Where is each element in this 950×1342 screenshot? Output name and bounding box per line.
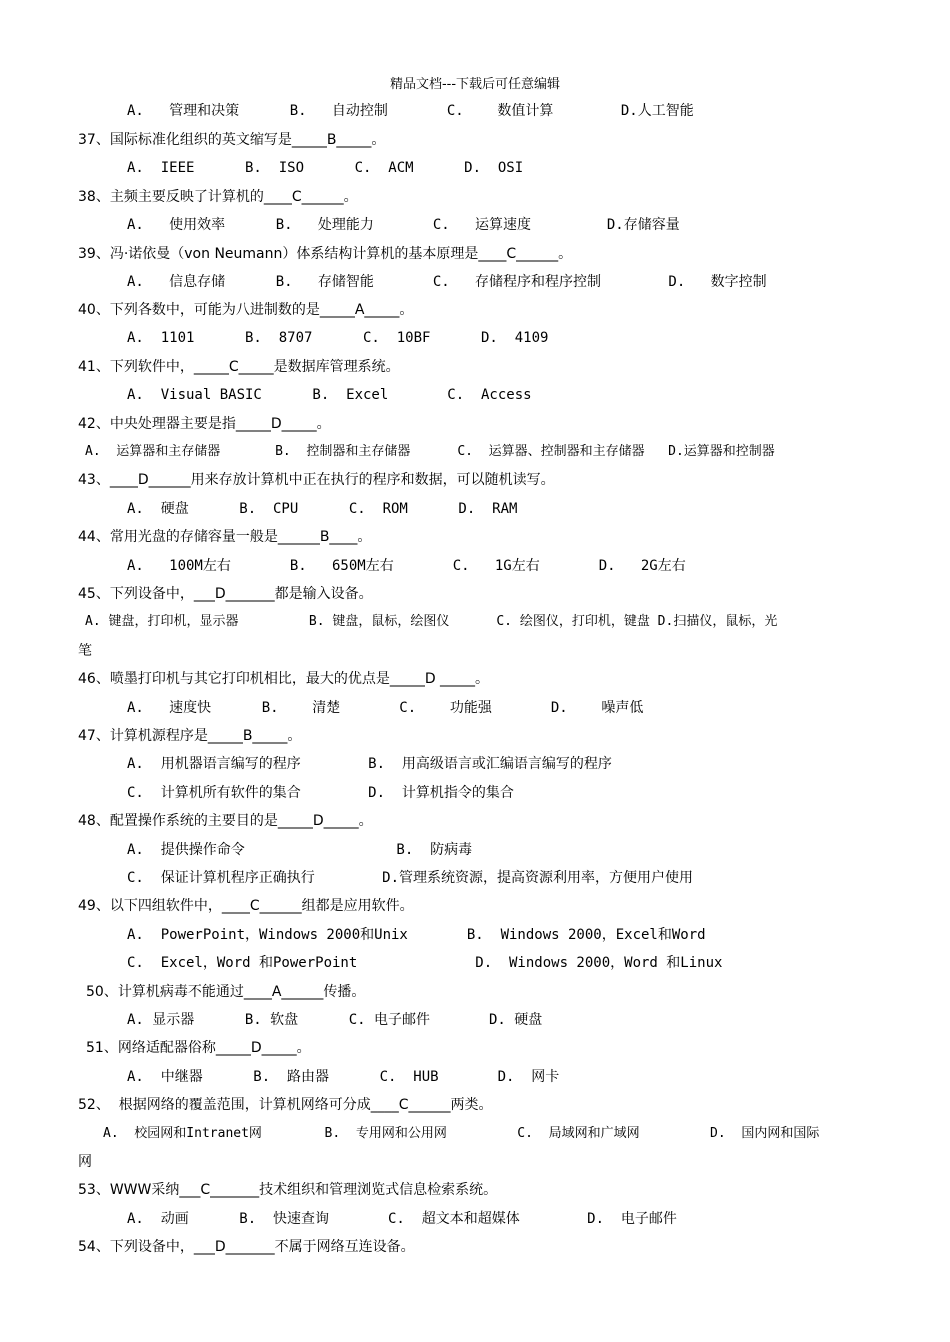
question-52: 52、 根据网络的覆盖范围，计算机网络可分成____C______两类。 [78, 1097, 493, 1113]
options-36: A. 管理和决策 B. 自动控制 C. 数值计算 D.人工智能 [127, 103, 694, 119]
options-49-cd: C. Excel，Word 和PowerPoint D. Windows 2000，Word 和Linux [127, 955, 723, 971]
question-40: 40、下列各数中，可能为八进制数的是_____A_____。 [78, 302, 414, 318]
question-41: 41、下列软件中，_____C_____是数据库管理系统。 [78, 359, 400, 375]
question-50: 50、计算机病毒不能通过____A______传播。 [86, 984, 366, 1000]
question-44: 44、常用光盘的存储容量一般是______B____。 [78, 529, 372, 545]
options-42: A. 运算器和主存储器 B. 控制器和主存储器 C. 运算器、控制器和主存储器 D.运算器和控制器 [85, 444, 775, 459]
question-51: 51、网络适配器俗称_____D_____。 [86, 1040, 311, 1056]
options-41: A. Visual BASIC B. Excel C. Access [127, 387, 532, 403]
question-38: 38、主频主要反映了计算机的____C______。 [78, 189, 358, 205]
options-38: A. 使用效率 B. 处理能力 C. 运算速度 D.存储容量 [127, 217, 680, 233]
options-44: A. 100M左右 B. 650M左右 C. 1G左右 D. 2G左右 [127, 558, 686, 574]
options-47-ab: A. 用机器语言编写的程序 B. 用高级语言或汇编语言编写的程序 [127, 756, 612, 772]
options-50: A. 显示器 B. 软盘 C. 电子邮件 D. 硬盘 [127, 1012, 543, 1028]
options-40: A. 1101 B. 8707 C. 10BF D. 4109 [127, 330, 549, 346]
question-54: 54、下列设备中，___D_______不属于网络互连设备。 [78, 1239, 415, 1255]
question-43: 43、____D______用来存放计算机中正在执行的程序和数据，可以随机读写。 [78, 472, 555, 488]
options-48-cd: C. 保证计算机程序正确执行 D.管理系统资源，提高资源利用率，方便用户使用 [127, 870, 693, 886]
options-49-ab: A. PowerPoint，Windows 2000和Unix B. Windows 2000，Excel和Word [127, 927, 706, 943]
question-53: 53、WWW采纳___C_______技术组织和管理浏览式信息检索系统。 [78, 1182, 498, 1198]
question-46: 46、喷墨打印机与其它打印机相比，最大的优点是_____D _____。 [78, 671, 490, 687]
options-51: A. 中继器 B. 路由器 C. HUB D. 网卡 [127, 1069, 560, 1085]
options-37: A. IEEE B. ISO C. ACM D. OSI [127, 160, 524, 176]
question-45: 45、下列设备中，___D_______都是输入设备。 [78, 586, 373, 602]
question-39: 39、冯·诺依曼（von Neumann）体系结构计算机的基本原理是____C______。 [78, 246, 573, 262]
options-52-wrap: 网 [78, 1154, 92, 1170]
options-53: A. 动画 B. 快速查询 C. 超文本和超媒体 D. 电子邮件 [127, 1211, 677, 1227]
options-46: A. 速度快 B. 清楚 C. 功能强 D. 噪声低 [127, 700, 644, 716]
options-43: A. 硬盘 B. CPU C. ROM D. RAM [127, 501, 518, 517]
question-48: 48、配置操作系统的主要目的是_____D_____。 [78, 813, 373, 829]
options-45-wrap: 笔 [78, 643, 92, 659]
options-47-cd: C. 计算机所有软件的集合 D. 计算机指令的集合 [127, 785, 514, 801]
question-42: 42、中央处理器主要是指_____D_____。 [78, 416, 331, 432]
options-52: A. 校园网和Intranet网 B. 专用网和公用网 C. 局域网和广域网 D. 国内网和国际 [103, 1126, 820, 1141]
options-48-ab: A. 提供操作命令 B. 防病毒 [127, 842, 473, 858]
options-45: A. 键盘，打印机，显示器 B. 键盘，鼠标，绘图仪 C. 绘图仪，打印机，键盘 D.扫描仪，鼠标，光 [85, 614, 778, 629]
question-49: 49、以下四组软件中，____C______组都是应用软件。 [78, 898, 414, 914]
question-47: 47、计算机源程序是_____B_____。 [78, 728, 302, 744]
page-header: 精品文档---下载后可任意编辑 [389, 77, 561, 92]
options-39: A. 信息存储 B. 存储智能 C. 存储程序和程序控制 D. 数字控制 [127, 274, 767, 290]
question-37: 37、国际标准化组织的英文缩写是_____B_____。 [78, 132, 386, 148]
